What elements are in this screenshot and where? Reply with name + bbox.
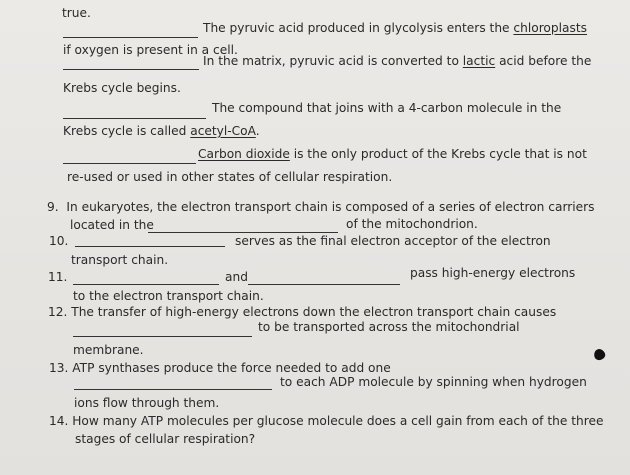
answer-blank[interactable] [63,163,196,164]
answer-blank[interactable] [63,118,206,119]
answer-blank[interactable] [74,389,272,390]
question-12: 12. The transfer of high-energy electrons down the electron transport chain causes [48,305,557,319]
statement-1-cont: if oxygen is present in a cell. [63,43,238,57]
question-12-end: membrane. [73,343,144,357]
question-10: serves as the final electron acceptor of the electron [235,234,551,248]
answer-blank[interactable] [73,336,252,337]
question-13-end: ions flow through them. [74,396,220,410]
ink-dot [592,347,606,361]
statement-4-cont: re-used or used in other states of cellular respiration. [67,170,393,184]
statement-2: In the matrix, pyruvic acid is converted to lactic acid before the [203,54,592,68]
top-fragment: true. [62,6,91,20]
question-10-cont: transport chain. [71,253,169,267]
answer-blank[interactable] [63,37,198,38]
statement-1: The pyruvic acid produced in glycolysis enters the chloroplasts [203,21,587,35]
question-14: 14. How many ATP molecules per glucose molecule does a cell gain from each of the three [49,414,604,428]
question-11-number: 11. [48,270,68,284]
question-9-end: of the mitochondrion. [346,217,478,231]
question-9-cont: located in the [70,218,154,232]
answer-blank[interactable] [73,284,219,285]
question-11-cont: to the electron transport chain. [73,289,264,303]
question-11-and: and [225,270,248,284]
answer-blank[interactable] [148,232,338,233]
statement-3-cont: Krebs cycle is called acetyl-CoA. [63,124,260,138]
question-11: pass high-energy electrons [410,266,576,280]
question-10-number: 10. [49,234,69,248]
question-9: 9. In eukaryotes, the electron transport chain is composed of a series of electron carriers [47,200,595,214]
statement-4: Carbon dioxide is the only product of the Krebs cycle that is not [198,147,587,161]
question-12-cont: to be transported across the mitochondrial [258,320,520,334]
statement-3: The compound that joins with a 4-carbon molecule in the [212,101,562,115]
answer-blank[interactable] [75,246,225,247]
question-14-cont: stages of cellular respiration? [75,432,256,446]
question-13-cont: to each ADP molecule by spinning when hydrogen [280,375,587,389]
answer-blank[interactable] [248,284,400,285]
answer-blank[interactable] [63,69,199,70]
statement-2-cont: Krebs cycle begins. [63,81,181,95]
question-13: 13. ATP synthases produce the force needed to add one [49,361,391,375]
